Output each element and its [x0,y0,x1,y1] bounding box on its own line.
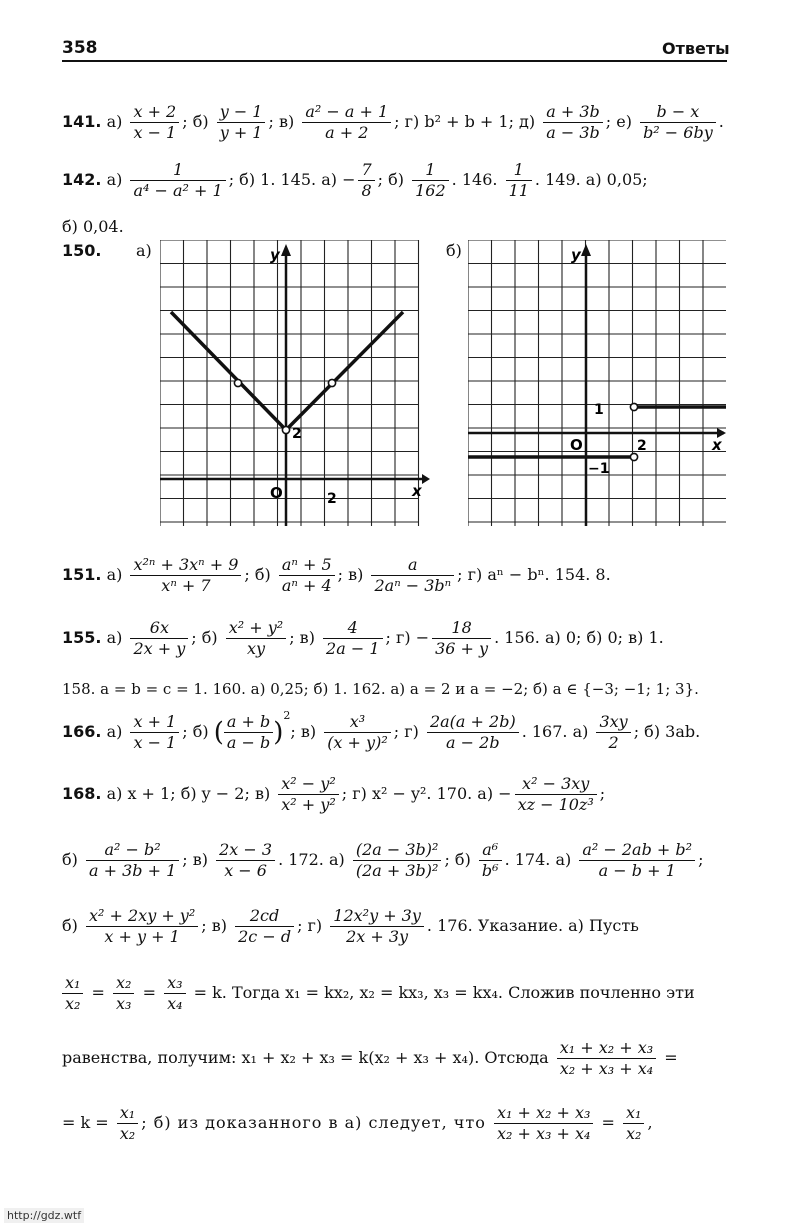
graph-a-hole-left [234,379,241,386]
graph-a-y-arrow [281,244,291,256]
answer-166: 166. а) $\frac{x + 1}{x - 1}$ ; б) ( $\frac{a + b}{a - b}$ )$^2$; в) $\frac{\text{x³}}{\text{(x + y)²}}$ ; г) $\frac{2a(a + 2b)}{a - 2b}$ . 167. а) $\frac{3xy}{2}$ ; б) 3ab. [62,709,701,752]
graph-b-label: б) [446,241,462,260]
graph-b-hole-lower [630,453,637,460]
graph-b-y-arrow [581,244,591,256]
section-title: Ответы [662,39,730,58]
graph-a-y-tick: 2 [292,426,302,442]
graph-a-x-arrow [422,474,430,484]
watermark-link[interactable]: http://gdz.wtf [4,1208,84,1223]
graph-a-hole-right [328,379,335,386]
answer-158: 158. a = b = c = 1. 160. а) 0,25; б) 1. 162. а) a = 2 и a = −2; б) a ∈ {−3; −1; 1; 3}. [62,680,699,698]
graph-b-y-label: y [571,246,581,264]
answer-168: 168. а) x + 1; б) y − 2; в) $\frac{\text{x² − y²}}{\text{x² + y²}}$ ; г) x² − y². 170. а) − $\frac{\text{x² − 3xy}}{\text{xz − 10z³}}$ ; [62,774,606,814]
graph-b-x-tick: 2 [637,438,647,454]
graph-a-label: а) [136,241,152,260]
graph-b-origin: O [570,436,583,454]
answer-150-label: 150. [62,241,102,260]
answer-151: 151. а) $\frac{\text{x²ⁿ + 3xⁿ + 9}}{\text{xⁿ + 7}}$ ; б) $\frac{\text{aⁿ + 5}}{\text{aⁿ + 4}}$ ; в) $\frac{a}{\text{2aⁿ − 3bⁿ}}$ ; г) aⁿ − bⁿ. 154. 8. [62,555,611,595]
answer-142: 142. а) $\frac{1}{\text{a⁴ − a² + 1}}$ ; б) 1. 145. а) − $\frac{7}{8}$ ; б) $\frac{1}{162}$ . 146. $\frac{1}{11}$ . 149. а) 0,05; [62,160,648,200]
graph-b [468,240,730,530]
answer-155: 155. а) $\frac{6x}{2x + y}$ ; б) $\frac{\text{x² + y²}}{xy}$ ; в) $\frac{4}{2a - 1}$ ; г) − $\frac{18}{36 + y}$ . 156. а) 0; б) 0; в) 1. [62,618,664,658]
graph-b-y-tick-neg: −1 [588,461,610,477]
answer-149b: б) 0,04. [62,217,124,236]
graph-a-y-label: y [270,246,280,264]
graph-a-x-tick: 2 [327,491,337,507]
graph-a-grid [160,240,419,526]
answer-174b: б) $\frac{\text{x² + 2xy + y²}}{x + y + 1}$ ; в) $\frac{2cd}{2c - d}$ ; г) $\frac{\text{12x²y + 3y}}{2x + 3y}$ . 176. Указание. а) Пусть [62,906,639,946]
answer-141: 141. а) $\frac{x + 2}{x - 1}$ ; б) $\frac{y - 1}{y + 1}$ ; в) $\frac{\text{a² − a + 1}}{a + 2}$ ; г) b² + b + 1; д) $\frac{a + 3b}{a - 3b}$ ; е) $\frac{b - x}{\text{b² − 6by}}$ . [62,102,724,142]
graph-b-grid [468,240,726,526]
answer-170b: б) $\frac{\text{a² − b²}}{a + 3b + 1}$ ; в) $\frac{2x - 3}{x - 6}$ . 172. а) $\frac{\text{(2a − 3b)²}}{\text{(2a + 3b)²}}$ ; б) $\frac{\text{a⁶}}{\text{b⁶}}$ . 174. а) $\frac{\text{a² − 2ab + b²}}{a - b + 1}$ ; [62,840,704,880]
graph-b-hole-upper [630,403,637,410]
header-rule [62,60,727,62]
graph-a [160,240,430,530]
graph-b-x-label: x [712,436,722,454]
graph-a-origin: O [270,484,283,502]
graph-b-y-tick-pos: 1 [594,402,604,418]
page-number: 358 [62,38,98,58]
answer-176-line2: равенства, получим: x₁ + x₂ + x₃ = k(x₂ + x₃ + x₄). Отсюда $\frac{\text{x₁ + x₂ + x₃}}{\text{x₂ + x₃ + x₄}}$ = [62,1038,678,1078]
answer-176-line3: = k = $\frac{\text{x₁}}{\text{x₂}}$ ; б) из доказанного в а) следует, что $\frac{\text{x₁ + x₂ + x₃}}{\text{x₂ + x₃ + x₄}}$ = $\frac{\text{x₁}}{\text{x₂}}$ , [62,1103,653,1143]
answer-176-line1: $\frac{\text{x₁}}{\text{x₂}}$ = $\frac{\text{x₂}}{\text{x₃}}$ = $\frac{\text{x₃}}{\text{x₄}}$ = k. Тогда x₁ = kx₂, x₂ = kx₃, x₃ = kx₄. Сложив почленно эти [62,975,695,1012]
graph-a-x-label: x [412,482,422,500]
graph-a-hole-vertex [282,426,289,433]
